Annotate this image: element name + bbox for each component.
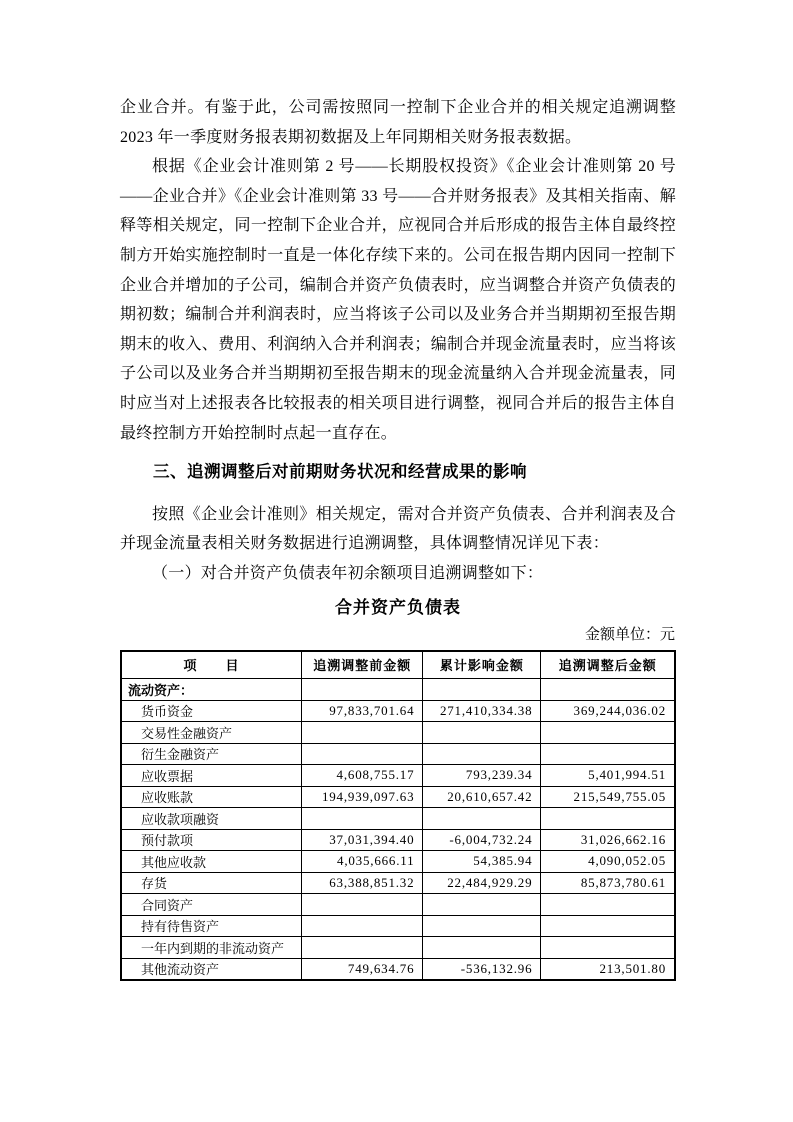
after-amount-cell: 215,549,755.05 (541, 786, 675, 808)
row-trading-financial-assets (121, 722, 675, 744)
before-amount-cell: 37,031,394.40 (302, 829, 423, 851)
item-cell: 流动资产： (121, 679, 302, 701)
after-amount-cell (541, 915, 675, 937)
table-title: 合并资产负债表 (335, 597, 461, 617)
before-amount-cell: 63,388,851.32 (302, 872, 423, 894)
after-amount-cell: 369,244,036.02 (541, 700, 675, 722)
before-amount-cell (302, 915, 423, 937)
after-amount-cell: 5,401,994.51 (541, 765, 675, 787)
row-current-assets-section (121, 679, 675, 701)
item-cell: 货币资金 (121, 700, 302, 722)
before-amount-cell (302, 808, 423, 830)
item-cell: 应收账款 (121, 786, 302, 808)
after-amount-cell (541, 722, 675, 744)
impact-amount-cell: 54,385.94 (423, 851, 541, 873)
impact-amount-cell: 271,410,334.38 (423, 700, 541, 722)
impact-amount-cell: 20,610,657.42 (423, 786, 541, 808)
header-cumulative-impact: 累计影响金额 (423, 651, 541, 679)
before-amount-cell (302, 679, 423, 701)
header-before-amount: 追溯调整前金额 (302, 651, 423, 679)
after-amount-cell (541, 937, 675, 959)
item-cell: 预付款项 (121, 829, 302, 851)
impact-amount-cell: -6,004,732.24 (423, 829, 541, 851)
intro-paragraph: 企业合并。有鉴于此，公司需按照同一控制下企业合并的相关规定追溯调整 2023 年一季度财务报表期初数据及上年同期相关财务报表数据。 (120, 99, 676, 146)
before-amount-cell: 4,035,666.11 (302, 851, 423, 873)
row-other-current-assets (121, 958, 675, 980)
header-item-column: 项 目 (121, 651, 302, 679)
after-amount-cell (541, 743, 675, 765)
row-receivables-financing (121, 808, 675, 830)
item-cell: 存货 (121, 872, 302, 894)
item-cell: 应收票据 (121, 765, 302, 787)
row-prepayments (121, 829, 675, 851)
row-accounts-receivable (121, 786, 675, 808)
item-cell: 其他应收款 (121, 851, 302, 873)
accounting-policy-paragraph: 根据《企业会计准则第 2 号——长期股权投资》《企业会计准则第 20 号——企业合并》《企业会计准则第 33 号——合并财务报表》及其相关指南、解释等相关规定，同一控制下企业合并，应视同合并后形成的报告主体自最终控制方开始实施控制时一直是一体化存续下来的。公司在报告期内因同一控制下企业合并增加的子公司，编制合并资产负债表时，应当调整合并资产负债表的期初数；编制合并利润表时，应当将该子公司以及业务合并当期期初至报告期期末的收入、费用、利润纳入合并利润表；编制合并现金流量表时，应当将该子公司以及业务合并当期期初至报告期末的现金流量纳入合并现金流量表，同时应当对上述报表各比较报表的相关项目进行调整，视同合并后的报告主体自最终控制方开始控制时点起一直存在。 (120, 158, 676, 442)
row-other-receivables (121, 851, 675, 873)
item-cell: 其他流动资产 (121, 958, 302, 980)
impact-amount-cell (423, 894, 541, 916)
before-amount-cell: 194,939,097.63 (302, 786, 423, 808)
impact-amount-cell: -536,132.96 (423, 958, 541, 980)
before-amount-cell (302, 894, 423, 916)
item-cell: 一年内到期的非流动资产 (121, 937, 302, 959)
row-derivative-financial-assets (121, 743, 675, 765)
before-amount-cell: 749,634.76 (302, 958, 423, 980)
item-cell: 应收款项融资 (121, 808, 302, 830)
after-amount-cell: 31,026,662.16 (541, 829, 675, 851)
impact-amount-cell: 793,239.34 (423, 765, 541, 787)
row-notes-receivable (121, 765, 675, 787)
before-amount-cell: 4,608,755.17 (302, 765, 423, 787)
row-noncurrent-assets-due-within-one-year (121, 937, 675, 959)
row-inventories (121, 872, 675, 894)
section-heading: 三、追溯调整后对前期财务状况和经营成果的影响 (153, 463, 527, 482)
impact-amount-cell (423, 937, 541, 959)
row-monetary-funds (121, 700, 675, 722)
before-amount-cell (302, 937, 423, 959)
before-amount-cell (302, 722, 423, 744)
after-amount-cell (541, 808, 675, 830)
balance-sheet-table (120, 650, 676, 981)
item-cell: 衍生金融资产 (121, 743, 302, 765)
header-after-amount: 追溯调整后金额 (541, 651, 675, 679)
list-item-line: （一）对合并资产负债表年初余额项目追溯调整如下： (152, 564, 544, 582)
adjustment-basis-paragraph: 按照《企业会计准则》相关规定，需对合并资产负债表、合并利润表及合并现金流量表相关财务数据进行追溯调整，具体调整情况详见下表： (120, 505, 676, 553)
before-amount-cell (302, 743, 423, 765)
impact-amount-cell (423, 808, 541, 830)
after-amount-cell (541, 679, 675, 701)
impact-amount-cell: 22,484,929.29 (423, 872, 541, 894)
after-amount-cell: 213,501.80 (541, 958, 675, 980)
item-cell: 持有待售资产 (121, 915, 302, 937)
table-header-row (121, 651, 675, 679)
before-amount-cell: 97,833,701.64 (302, 700, 423, 722)
after-amount-cell: 85,873,780.61 (541, 872, 675, 894)
impact-amount-cell (423, 743, 541, 765)
item-cell: 合同资产 (121, 894, 302, 916)
after-amount-cell (541, 894, 675, 916)
row-contract-assets (121, 894, 675, 916)
impact-amount-cell (423, 679, 541, 701)
impact-amount-cell (423, 722, 541, 744)
item-cell: 交易性金融资产 (121, 722, 302, 744)
unit-note: 金额单位：元 (584, 626, 675, 643)
after-amount-cell: 4,090,052.05 (541, 851, 675, 873)
row-assets-held-for-sale (121, 915, 675, 937)
impact-amount-cell (423, 915, 541, 937)
